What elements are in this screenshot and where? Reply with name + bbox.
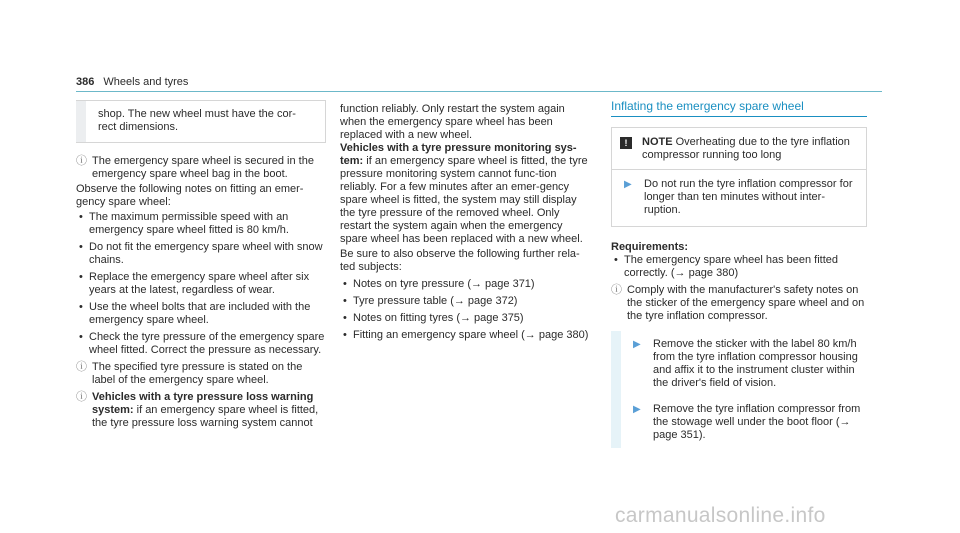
note-text: The emergency spare wheel is secured in the emergency spare wheel bag in the boot. <box>92 155 314 180</box>
bullet-list <box>76 211 326 357</box>
related-link-item[interactable]: • Tyre pressure table (→ page 372) <box>340 295 590 308</box>
requirements-list <box>611 254 867 280</box>
header-divider <box>76 91 882 92</box>
info-icon: ⓘ <box>76 391 87 403</box>
instruction-step <box>629 331 867 396</box>
note-text: The specified tyre pressure is stated on the label of the emergency spare wheel. <box>92 361 303 386</box>
play-triangle-icon: ▶ <box>633 404 641 415</box>
paragraph-monitoring-system <box>340 142 590 246</box>
instruction-step <box>629 396 867 448</box>
paragraph-function-reliably: function reliably. Only restart the system again when the emergency spare wheel has been replaced with a new wheel. <box>340 103 565 141</box>
notice-box <box>611 127 867 227</box>
note-spare-wheel-secured <box>76 155 326 181</box>
notice-header <box>612 128 866 170</box>
box-text-line-1: shop. The new wheel must have the cor- <box>98 108 296 120</box>
instruction-steps <box>611 331 867 448</box>
list-item: • Use the wheel bolts that are included with the emergency spare wheel. <box>76 301 326 327</box>
step-text: Remove the tyre inflation compressor from the stowage well under the boot floor (→ page 351). <box>653 403 861 441</box>
notice-body <box>612 170 866 226</box>
page-header-title: Wheels and tyres <box>103 76 189 88</box>
list-item: • The maximum permissible speed with an emergency spare wheel fitted is 80 km/h. <box>76 211 326 237</box>
list-item: • Do not fit the emergency spare wheel with snow chains. <box>76 241 326 267</box>
paragraph-bold-heading: Vehicles with a tyre pressure monitoring sys-tem: <box>340 142 577 167</box>
info-icon: ⓘ <box>76 361 87 373</box>
related-link-item[interactable]: • Notes on fitting tyres (→ page 375) <box>340 312 590 325</box>
note-bold-heading: Vehicles with a tyre pressure loss warning system: <box>92 391 314 416</box>
info-icon: ⓘ <box>76 155 87 167</box>
notice-side-bar <box>76 101 86 142</box>
column-left <box>76 100 326 430</box>
notice-header-text: Overheating due to the tyre inflation compressor running too long <box>642 136 850 161</box>
step-text: Remove the sticker with the label 80 km/h from the tyre inflation compressor housing and affix it to the instrument cluster within the driver's field of vision. <box>653 338 858 389</box>
related-subjects-list <box>340 278 590 342</box>
column-right <box>611 100 867 448</box>
related-subjects-intro: Be sure to also observe the following further rela-ted subjects: <box>340 248 580 273</box>
paragraph-text: if an emergency spare wheel is fitted, the tyre pressure monitoring system cannot func-tion reliably. For a few minutes after an emer-gency spare wheel is fitted, the system may still display the tyre pressure of the removed wheel. Only restart the system again when the emergency spare wheel has been replaced with a new wheel. <box>340 155 588 245</box>
requirement-item: • The emergency spare wheel has been fitted correctly. (→ page 380) <box>611 254 867 280</box>
note-text: Comply with the manufacturer's safety notes on the sticker of the emergency spare wheel and on the tyre inflation compressor. <box>627 284 865 322</box>
column-middle <box>340 103 590 346</box>
play-triangle-icon: ▶ <box>633 339 641 350</box>
play-triangle-icon: ▶ <box>624 179 632 190</box>
related-link-item[interactable]: • Notes on tyre pressure (→ page 371) <box>340 278 590 291</box>
exclamation-icon: ! <box>620 137 632 149</box>
section-title: Inflating the emergency spare wheel <box>611 100 867 117</box>
info-icon: ⓘ <box>611 284 622 296</box>
watermark-logo[interactable]: carmanualsonline.info <box>615 504 826 527</box>
intro-paragraph: Observe the following notes on fitting an emer-gency spare wheel: <box>76 183 304 208</box>
list-item: • Check the tyre pressure of the emergency spare wheel fitted. Correct the pressure as necessary. <box>76 331 326 357</box>
requirements-heading: Requirements: <box>611 241 689 253</box>
note-safety-notes <box>611 284 867 323</box>
notice-body-text: Do not run the tyre inflation compressor for longer than ten minutes without inter-ruption. <box>644 178 853 216</box>
note-text: if an emergency spare wheel is fitted, the tyre pressure loss warning system cannot <box>92 404 319 429</box>
note-loss-warning-system <box>76 391 326 430</box>
note-specified-pressure <box>76 361 326 387</box>
page-header <box>76 76 188 88</box>
page-number: 386 <box>76 76 95 88</box>
box-text-line-2: rect dimensions. <box>98 121 179 133</box>
list-item: • Replace the emergency spare wheel after six years at the latest, regardless of wear. <box>76 271 326 297</box>
notice-label: NOTE <box>642 136 673 148</box>
continued-notice-box <box>76 100 326 143</box>
related-link-item[interactable]: • Fitting an emergency spare wheel (→ page 380) <box>340 329 590 342</box>
